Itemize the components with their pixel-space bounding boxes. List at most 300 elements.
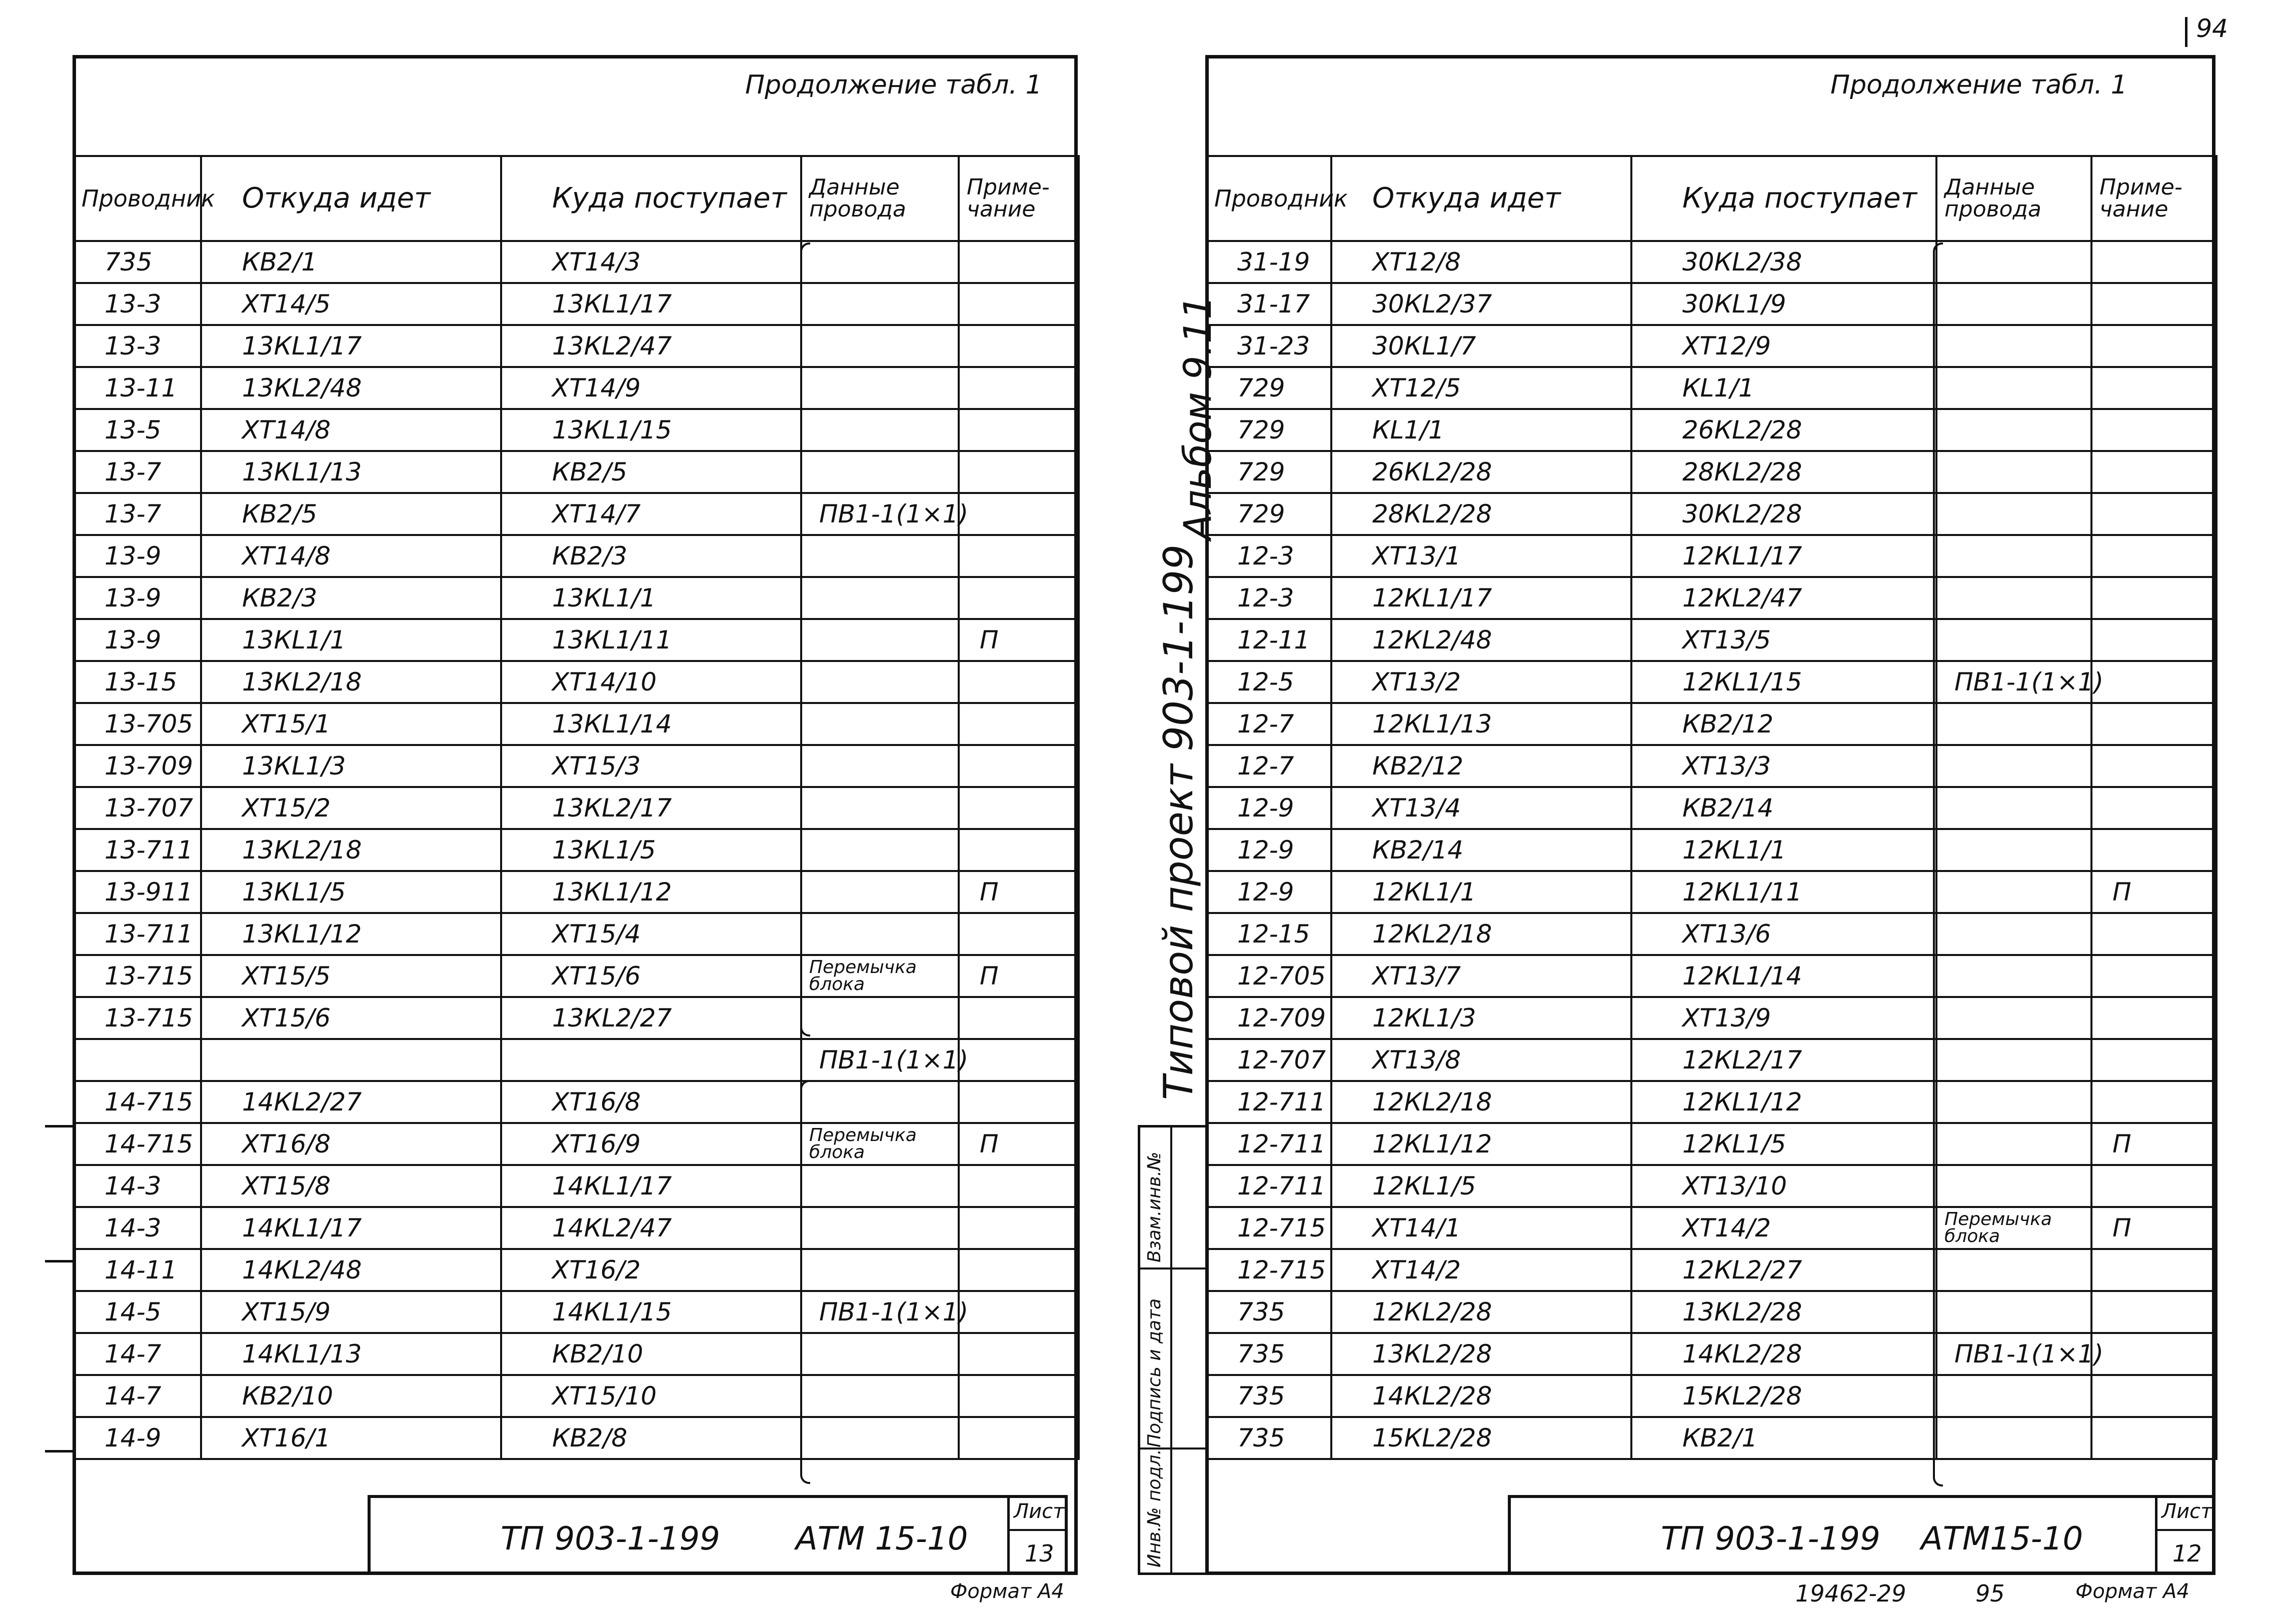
conductor-cell: 13-715	[74, 997, 201, 1039]
note-cell	[959, 535, 1079, 577]
from-cell: ХТ14/5	[201, 283, 501, 325]
wire-data-cell	[1936, 1417, 2091, 1459]
conductor-cell: 13-7	[74, 493, 201, 535]
from-cell: 12КL1/17	[1331, 577, 1631, 619]
left-project-number: ТП 903-1-199	[501, 1520, 720, 1558]
conductor-cell: 735	[1206, 1375, 1331, 1417]
table-row	[74, 955, 1079, 997]
from-cell: 12КL2/18	[1331, 913, 1631, 955]
conductor-cell: 14-3	[74, 1207, 201, 1249]
from-cell: 14КL2/27	[201, 1081, 501, 1123]
right-list-box	[2155, 1498, 2212, 1572]
note-cell	[2091, 577, 2216, 619]
conductor-cell: 13-711	[74, 829, 201, 871]
note-cell	[959, 451, 1079, 493]
conductor-cell: 13-9	[74, 577, 201, 619]
conductor-cell: 13-709	[74, 745, 201, 787]
header-to: Куда поступает	[501, 156, 801, 241]
table-row	[1206, 745, 2216, 787]
to-cell: КВ2/3	[501, 535, 801, 577]
to-cell: 30КL2/28	[1631, 493, 1936, 535]
conductor-cell: 735	[1206, 1417, 1331, 1459]
wire-data-cell	[801, 703, 959, 745]
note-cell	[959, 1333, 1079, 1375]
to-cell: ХТ15/10	[501, 1375, 801, 1417]
conductor-cell: 12-711	[1206, 1123, 1331, 1165]
wire-data-cell	[801, 241, 959, 283]
to-cell: 12КL1/12	[1631, 1081, 1936, 1123]
from-cell: ХТ16/1	[201, 1417, 501, 1459]
table-row	[1206, 1039, 2216, 1081]
wire-data-cell	[1936, 1375, 2091, 1417]
right-project-number: ТП 903-1-199	[1661, 1520, 1880, 1558]
from-cell: 30КL1/7	[1331, 325, 1631, 367]
conductor-cell: 13-5	[74, 409, 201, 451]
margin-tick	[45, 1450, 75, 1452]
conductor-cell: 14-7	[74, 1333, 201, 1375]
from-cell: ХТ13/4	[1331, 787, 1631, 829]
note-cell	[959, 997, 1079, 1039]
header-to: Куда поступает	[1631, 156, 1936, 241]
wire-data-cell: Перемычка блока	[801, 955, 959, 997]
from-cell: 15КL2/28	[1331, 1417, 1631, 1459]
note-cell	[959, 1207, 1079, 1249]
table-row	[1206, 955, 2216, 997]
to-cell: 13КL2/28	[1631, 1291, 1936, 1333]
table-row	[1206, 535, 2216, 577]
note-cell	[959, 1039, 1079, 1081]
wire-data-cell	[1936, 703, 2091, 745]
wire-data-cell	[801, 745, 959, 787]
stamp-divider	[1140, 1268, 1205, 1270]
note-cell	[2091, 493, 2216, 535]
table-row	[74, 1375, 1079, 1417]
wire-data-cell: ПВ1-1(1×1)	[801, 493, 959, 535]
margin-tick	[45, 1125, 75, 1128]
wire-data-cell	[1936, 535, 2091, 577]
table-row	[74, 241, 1079, 283]
conductor-cell: 735	[74, 241, 201, 283]
to-cell: 13КL1/17	[501, 283, 801, 325]
note-cell	[2091, 283, 2216, 325]
from-cell: 14КL1/17	[201, 1207, 501, 1249]
inventory-suffix: 95	[1975, 1580, 2005, 1607]
wire-data-cell	[801, 409, 959, 451]
to-cell: 12КL1/15	[1631, 661, 1936, 703]
conductor-cell: 31-23	[1206, 325, 1331, 367]
to-cell	[501, 1039, 801, 1081]
wire-data-cell	[1936, 493, 2091, 535]
from-cell: 13КL1/1	[201, 619, 501, 661]
wire-data-cell	[801, 829, 959, 871]
table-row	[74, 577, 1079, 619]
table-row	[1206, 1375, 2216, 1417]
table-row	[74, 535, 1079, 577]
note-cell	[2091, 1417, 2216, 1459]
note-cell	[2091, 1039, 2216, 1081]
conductor-cell: 729	[1206, 409, 1331, 451]
table-row	[1206, 1123, 2216, 1165]
table-row	[74, 1249, 1079, 1291]
to-cell: КВ2/12	[1631, 703, 1936, 745]
header-note: Приме-чание	[2091, 156, 2216, 241]
conductor-cell: 12-7	[1206, 745, 1331, 787]
conductor-cell: 14-3	[74, 1165, 201, 1207]
from-cell: 13КL2/18	[201, 661, 501, 703]
wire-data-cell	[801, 1375, 959, 1417]
note-cell	[959, 745, 1079, 787]
table-row	[1206, 997, 2216, 1039]
conductor-cell: 13-9	[74, 619, 201, 661]
wire-data-cell	[801, 619, 959, 661]
conductor-cell: 12-705	[1206, 955, 1331, 997]
wire-data-cell	[1936, 325, 2091, 367]
note-cell	[2091, 1165, 2216, 1207]
conductor-cell: 14-715	[74, 1081, 201, 1123]
note-cell: П	[2091, 1123, 2216, 1165]
header-conductor: Проводник	[1206, 156, 1331, 241]
note-cell: П	[959, 1123, 1079, 1165]
note-cell	[959, 493, 1079, 535]
note-cell	[2091, 535, 2216, 577]
table-row	[74, 703, 1079, 745]
note-cell	[959, 1291, 1079, 1333]
right-brace-1	[1933, 242, 1943, 1486]
note-cell	[2091, 451, 2216, 493]
table-row	[1206, 787, 2216, 829]
table-row	[1206, 325, 2216, 367]
conductor-cell: 13-3	[74, 325, 201, 367]
to-cell: 30КL1/9	[1631, 283, 1936, 325]
wire-data-cell: ПВ1-1(1×1)	[801, 1039, 959, 1081]
wire-data-cell	[801, 1207, 959, 1249]
conductor-cell: 12-11	[1206, 619, 1331, 661]
conductor-cell: 12-715	[1206, 1207, 1331, 1249]
note-cell	[959, 1249, 1079, 1291]
stamp-inventory-label: Инв.№ подл.	[1144, 1449, 1165, 1568]
right-header-row	[1206, 156, 2216, 241]
table-row	[1206, 619, 2216, 661]
wire-data-cell	[1936, 787, 2091, 829]
table-row	[1206, 1207, 2216, 1249]
conductor-cell: 13-9	[74, 535, 201, 577]
to-cell: 14КL2/47	[501, 1207, 801, 1249]
right-continuation-label: Продолжение табл. 1	[1830, 70, 2127, 100]
spine-project-label: Типовой проект 903-1-199	[1155, 544, 1202, 1100]
conductor-cell: 735	[1206, 1291, 1331, 1333]
conductor-cell: 12-5	[1206, 661, 1331, 703]
table-row	[74, 1417, 1079, 1459]
album-label: Альбом 9.11	[1175, 295, 1220, 540]
left-continuation-label: Продолжение табл. 1	[745, 70, 1042, 100]
conductor-cell: 12-711	[1206, 1081, 1331, 1123]
from-cell: 30КL2/37	[1331, 283, 1631, 325]
to-cell: 12КL1/17	[1631, 535, 1936, 577]
from-cell: ХТ15/6	[201, 997, 501, 1039]
left-brace-2	[800, 1080, 810, 1484]
wire-data-cell	[1936, 619, 2091, 661]
table-row	[1206, 1333, 2216, 1375]
table-row	[74, 451, 1079, 493]
conductor-cell: 12-709	[1206, 997, 1331, 1039]
table-row	[74, 913, 1079, 955]
wire-data-cell	[801, 913, 959, 955]
table-row	[1206, 493, 2216, 535]
to-cell: 13КL2/47	[501, 325, 801, 367]
conductor-cell: 12-715	[1206, 1249, 1331, 1291]
to-cell: ХТ16/2	[501, 1249, 801, 1291]
right-list-number: 12	[2172, 1540, 2202, 1567]
table-row	[1206, 409, 2216, 451]
wire-data-cell	[1936, 1081, 2091, 1123]
wire-data-cell	[1936, 1291, 2091, 1333]
wire-data-cell	[1936, 1165, 2091, 1207]
wire-data-cell	[801, 787, 959, 829]
to-cell: 12КL2/17	[1631, 1039, 1936, 1081]
margin-tick	[45, 1260, 75, 1262]
wire-data-cell	[801, 661, 959, 703]
wire-data-cell	[801, 451, 959, 493]
from-cell: 12КL1/3	[1331, 997, 1631, 1039]
from-cell: 13КL2/48	[201, 367, 501, 409]
table-row	[1206, 913, 2216, 955]
wire-data-cell	[801, 325, 959, 367]
conductor-cell: 13-3	[74, 283, 201, 325]
to-cell: 13КL1/15	[501, 409, 801, 451]
to-cell: КВ2/14	[1631, 787, 1936, 829]
wire-data-cell	[1936, 1249, 2091, 1291]
from-cell: ХТ14/2	[1331, 1249, 1631, 1291]
from-cell: ХТ12/8	[1331, 241, 1631, 283]
wire-data-cell	[1936, 241, 2091, 283]
to-cell: ХТ13/3	[1631, 745, 1936, 787]
conductor-cell: 12-711	[1206, 1165, 1331, 1207]
table-row	[1206, 577, 2216, 619]
conductor-cell: 729	[1206, 493, 1331, 535]
stamp-replacement-label: Взам.инв.№	[1144, 1152, 1165, 1262]
conductor-cell: 14-9	[74, 1417, 201, 1459]
from-cell: ХТ15/2	[201, 787, 501, 829]
note-cell	[959, 787, 1079, 829]
note-cell	[2091, 745, 2216, 787]
conductor-cell: 12-9	[1206, 871, 1331, 913]
table-row	[1206, 367, 2216, 409]
conductor-cell: 12-7	[1206, 703, 1331, 745]
conductor-cell: 31-19	[1206, 241, 1331, 283]
note-cell	[959, 241, 1079, 283]
from-cell: 13КL1/5	[201, 871, 501, 913]
conductor-cell: 13-705	[74, 703, 201, 745]
wire-data-cell	[1936, 871, 2091, 913]
conductor-cell: 13-911	[74, 871, 201, 913]
wire-data-cell	[1936, 955, 2091, 997]
left-brace-1	[800, 242, 810, 1036]
note-cell	[2091, 829, 2216, 871]
conductor-cell: 12-9	[1206, 829, 1331, 871]
left-title-block	[368, 1495, 1068, 1575]
note-cell	[959, 1375, 1079, 1417]
to-cell: КВ2/8	[501, 1417, 801, 1459]
table-row	[1206, 661, 2216, 703]
table-row	[74, 325, 1079, 367]
note-cell	[2091, 1249, 2216, 1291]
header-conductor: Проводник	[74, 156, 201, 241]
to-cell: 14КL2/28	[1631, 1333, 1936, 1375]
note-cell	[959, 1417, 1079, 1459]
to-cell: ХТ13/10	[1631, 1165, 1936, 1207]
wire-data-cell: Перемычка блока	[1936, 1207, 2091, 1249]
note-cell	[2091, 955, 2216, 997]
to-cell: ХТ13/6	[1631, 913, 1936, 955]
conductor-cell: 12-3	[1206, 577, 1331, 619]
from-cell: ХТ13/8	[1331, 1039, 1631, 1081]
to-cell: ХТ16/9	[501, 1123, 801, 1165]
wire-data-cell	[1936, 451, 2091, 493]
from-cell: 13КL1/17	[201, 325, 501, 367]
wire-data-cell	[801, 283, 959, 325]
to-cell: ХТ12/9	[1631, 325, 1936, 367]
table-row	[74, 871, 1079, 913]
to-cell: 26КL2/28	[1631, 409, 1936, 451]
conductor-cell: 14-7	[74, 1375, 201, 1417]
note-cell	[959, 829, 1079, 871]
wire-data-cell: ПВ1-1(1×1)	[1936, 1333, 2091, 1375]
table-row	[1206, 451, 2216, 493]
to-cell: ХТ15/4	[501, 913, 801, 955]
wire-data-cell	[801, 1417, 959, 1459]
note-cell: П	[959, 955, 1079, 997]
from-cell: 12КL1/13	[1331, 703, 1631, 745]
wire-data-cell	[801, 1249, 959, 1291]
to-cell: 14КL1/17	[501, 1165, 801, 1207]
from-cell: 14КL2/48	[201, 1249, 501, 1291]
from-cell: КВ2/10	[201, 1375, 501, 1417]
note-cell	[2091, 997, 2216, 1039]
table-row	[74, 1123, 1079, 1165]
table-row	[1206, 829, 2216, 871]
note-cell: П	[2091, 1207, 2216, 1249]
note-cell	[959, 1165, 1079, 1207]
left-format-label: Формат А4	[950, 1580, 1064, 1603]
table-row	[74, 1207, 1079, 1249]
from-cell: КВ2/14	[1331, 829, 1631, 871]
wire-data-cell	[801, 1333, 959, 1375]
inventory-number: 19462-29	[1795, 1580, 1906, 1607]
to-cell: 13КL2/17	[501, 787, 801, 829]
left-list-box	[1007, 1498, 1065, 1572]
to-cell: 12КL1/5	[1631, 1123, 1936, 1165]
conductor-cell: 12-9	[1206, 787, 1331, 829]
from-cell: ХТ15/1	[201, 703, 501, 745]
conductor-cell	[74, 1039, 201, 1081]
to-cell: 15КL2/28	[1631, 1375, 1936, 1417]
table-row	[1206, 703, 2216, 745]
to-cell: 12КL1/11	[1631, 871, 1936, 913]
to-cell: 14КL1/15	[501, 1291, 801, 1333]
to-cell: ХТ15/6	[501, 955, 801, 997]
from-cell: 14КL2/28	[1331, 1375, 1631, 1417]
wire-data-cell	[1936, 1123, 2091, 1165]
left-list-label: Лист	[1014, 1500, 1065, 1523]
table-row	[74, 493, 1079, 535]
note-cell	[2091, 661, 2216, 703]
from-cell: 12КL2/48	[1331, 619, 1631, 661]
note-cell	[959, 577, 1079, 619]
header-wire-data: Данные провода	[801, 156, 959, 241]
header-wire-data: Данные провода	[1936, 156, 2091, 241]
note-cell	[959, 1081, 1079, 1123]
to-cell: 28КL2/28	[1631, 451, 1936, 493]
to-cell: ХТ14/10	[501, 661, 801, 703]
conductor-cell: 13-15	[74, 661, 201, 703]
wire-data-cell	[1936, 997, 2091, 1039]
to-cell: 13КL1/5	[501, 829, 801, 871]
stamp-column-divider	[1170, 1125, 1172, 1575]
conductor-cell: 31-17	[1206, 283, 1331, 325]
to-cell: 12КL1/1	[1631, 829, 1936, 871]
right-list-label: Лист	[2161, 1500, 2212, 1523]
from-cell: 13КL2/28	[1331, 1333, 1631, 1375]
from-cell: КВ2/3	[201, 577, 501, 619]
wire-data-cell	[801, 997, 959, 1039]
note-cell	[959, 283, 1079, 325]
wire-data-cell	[1936, 1039, 2091, 1081]
to-cell: КВ2/10	[501, 1333, 801, 1375]
conductor-cell: 13-707	[74, 787, 201, 829]
from-cell: 13КL1/13	[201, 451, 501, 493]
to-cell: 12КL2/47	[1631, 577, 1936, 619]
wire-data-cell	[801, 1081, 959, 1123]
header-from: Откуда идет	[1331, 156, 1631, 241]
to-cell: 12КL1/14	[1631, 955, 1936, 997]
note-cell: П	[959, 619, 1079, 661]
to-cell: 13КL1/14	[501, 703, 801, 745]
wire-data-cell	[1936, 745, 2091, 787]
to-cell: 13КL1/1	[501, 577, 801, 619]
note-cell	[959, 661, 1079, 703]
left-list-separator	[1010, 1529, 1065, 1531]
from-cell: 12КL1/5	[1331, 1165, 1631, 1207]
wire-data-cell	[1936, 829, 2091, 871]
from-cell: ХТ14/8	[201, 535, 501, 577]
wire-data-cell	[1936, 409, 2091, 451]
wire-data-cell: Перемычка блока	[801, 1123, 959, 1165]
wire-data-cell: ПВ1-1(1×1)	[1936, 661, 2091, 703]
conductor-cell: 14-5	[74, 1291, 201, 1333]
table-row	[1206, 1291, 2216, 1333]
header-from: Откуда идет	[201, 156, 501, 241]
table-row	[1206, 1081, 2216, 1123]
to-cell: 13КL1/11	[501, 619, 801, 661]
from-cell: 13КL1/12	[201, 913, 501, 955]
right-wiring-table	[1205, 155, 2217, 1460]
right-format-label: Формат А4	[2075, 1580, 2189, 1603]
note-cell	[2091, 325, 2216, 367]
sheet-number: 94	[2196, 14, 2228, 43]
from-cell	[201, 1039, 501, 1081]
conductor-cell: 13-11	[74, 367, 201, 409]
to-cell: ХТ13/9	[1631, 997, 1936, 1039]
from-cell: 12КL1/1	[1331, 871, 1631, 913]
note-cell: П	[959, 871, 1079, 913]
left-list-number: 13	[1025, 1540, 1054, 1567]
left-wiring-table	[73, 155, 1080, 1460]
wire-data-cell	[1936, 577, 2091, 619]
conductor-cell: 12-15	[1206, 913, 1331, 955]
conductor-cell: 12-707	[1206, 1039, 1331, 1081]
from-cell: ХТ13/7	[1331, 955, 1631, 997]
right-drawing-code: АТМ15-10	[1921, 1520, 2083, 1558]
